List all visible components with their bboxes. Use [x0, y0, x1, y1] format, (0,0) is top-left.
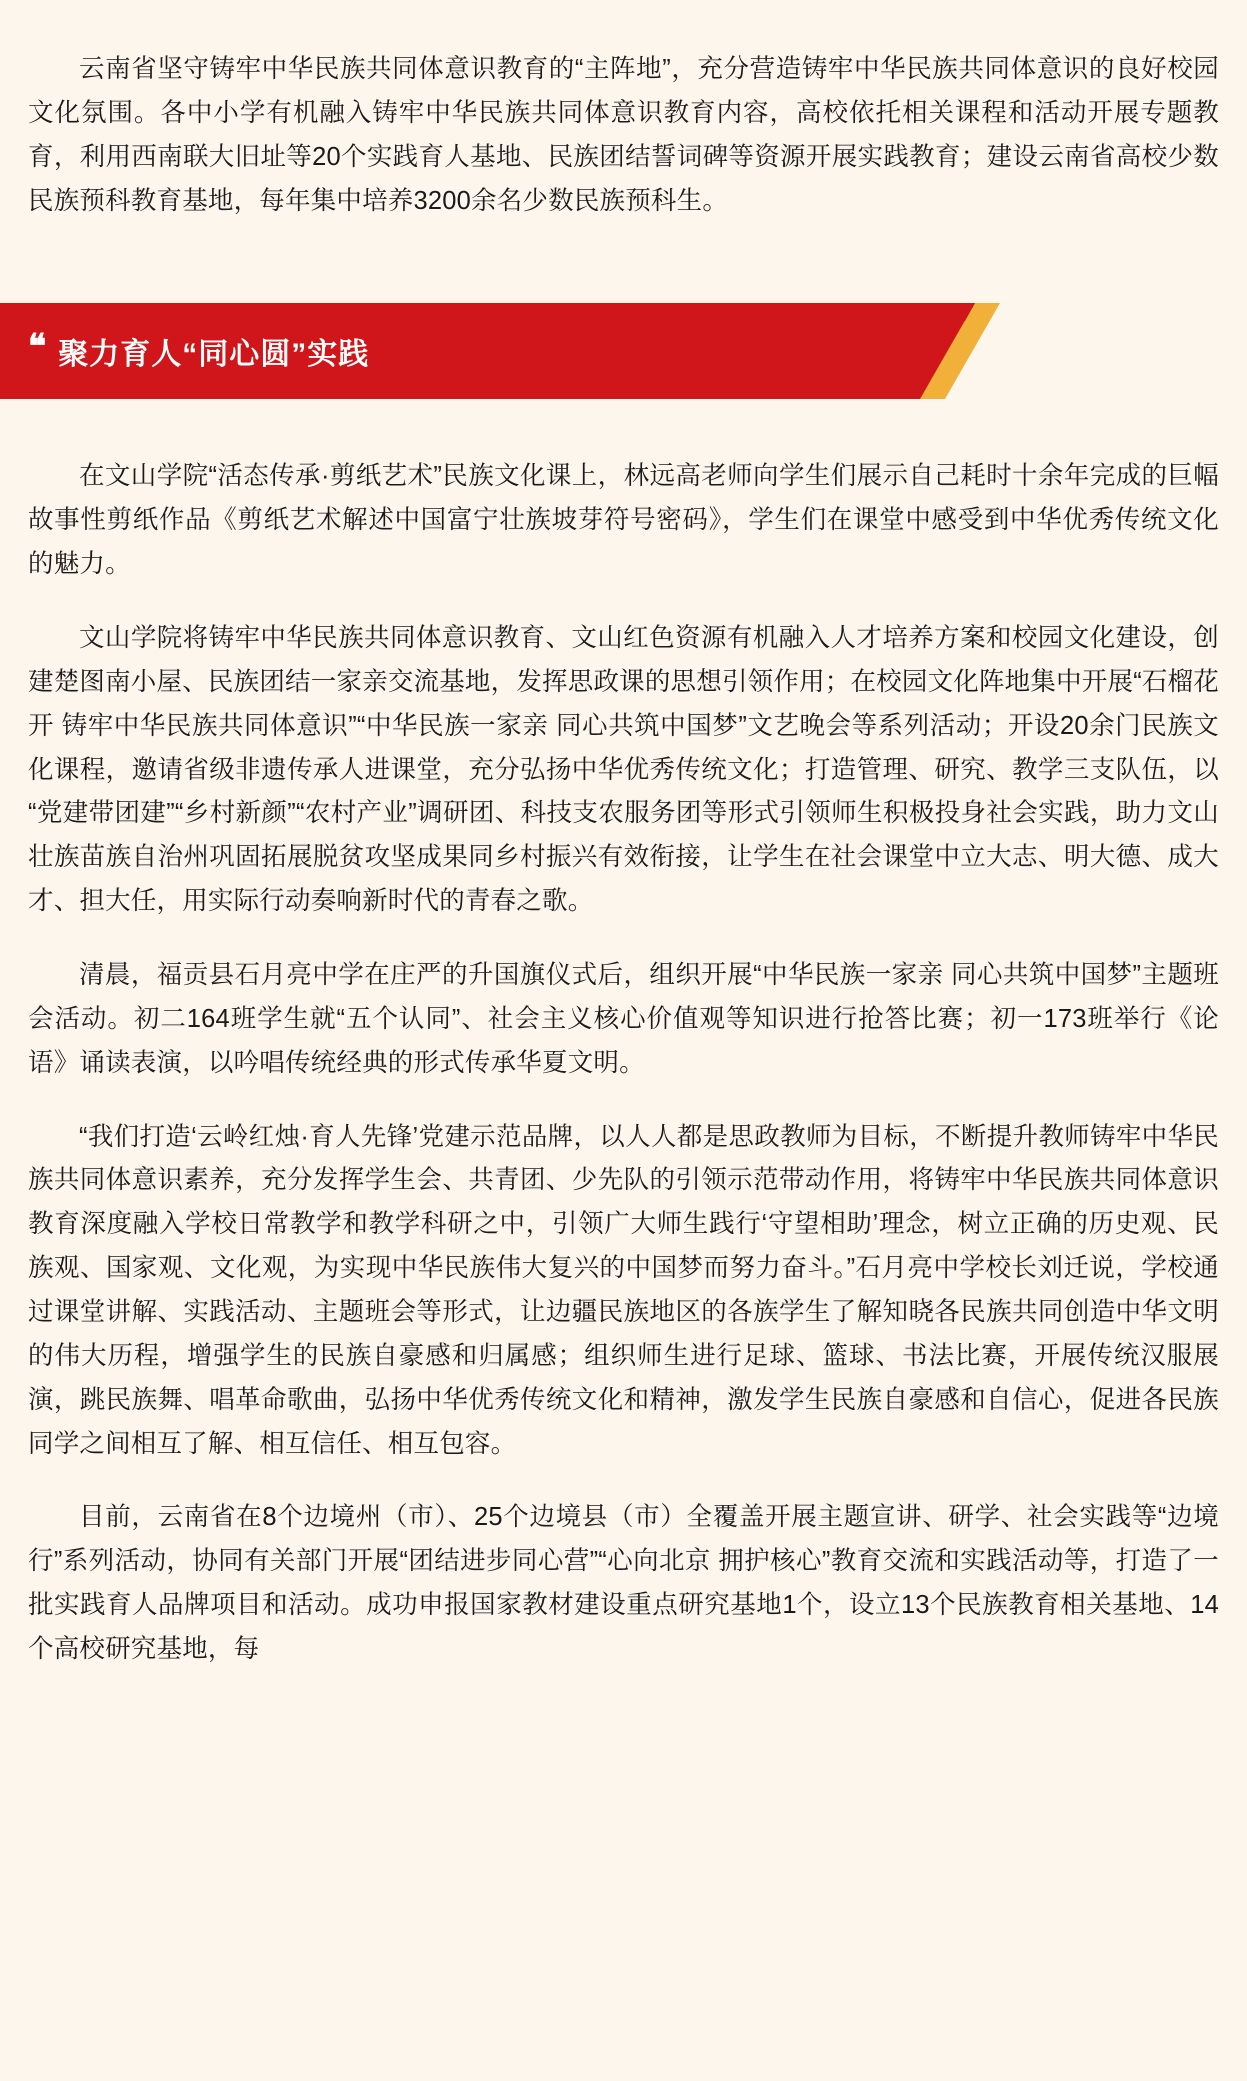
paragraph: “我们打造‘云岭红烛·育人先锋’党建示范品牌，以人人都是思政教师为目标，不断提升教师铸牢中华民族共同体意识素养，充分发挥学生会、共青团、少先队的引领示范带动作用，将铸牢中华民族共同体意识教育深度融入学校日常教学和教学科研之中，引领广大师生践行‘守望相助’理念，树立正确的历史观、民族观、国家观、文化观，为实现中华民族伟大复兴的中国梦而努力奋斗。”石月亮中学校长刘迁说，学校通过课堂讲解、实践活动、主题班会等形式，让边疆民族地区的各族学生了解知晓各民族共同创造中华文明的伟大历程，增强学生的民族自豪感和归属感；组织师生进行足球、篮球、书法比赛，开展传统汉服展演，跳民族舞、唱革命歌曲，弘扬中华优秀传统文化和精神，激发学生民族自豪感和自信心，促进各民族同学之间相互了解、相互信任、相互包容。: [28, 1122, 1219, 1458]
intro-section: [0, 0, 1247, 277]
section-title: 聚力育人“同心圆”实践: [58, 338, 370, 372]
paragraph: 文山学院将铸牢中华民族共同体意识教育、文山红色资源有机融入人才培养方案和校园文化建设，创建楚图南小屋、民族团结一家亲交流基地，发挥思政课的思想引领作用；在校园文化阵地集中开展“石榴花开 铸牢中华民族共同体意识”“中华民族一家亲 同心共筑中国梦”文艺晚会等系列活动；开设20余门民族文化课程，邀请省级非遗传承人进课堂，充分弘扬中华优秀传统文化；打造管理、研究、教学三支队伍，以“党建带团建”“乡村新颜”“农村产业”调研团、科技支农服务团等形式引领师生积极投身社会实践，助力文山壮族苗族自治州巩固拓展脱贫攻坚成果同乡村振兴有效衔接，让学生在社会课堂中立大志、明大德、成大才、担大任，用实际行动奏响新时代的青春之歌。: [28, 624, 1219, 916]
paragraph: 云南省坚守铸牢中华民族共同体意识教育的“主阵地”，充分营造铸牢中华民族共同体意识的良好校园文化氛围。各中小学有机融入铸牢中华民族共同体意识教育内容，高校依托相关课程和活动开展专题教育，利用西南联大旧址等20个实践育人基地、民族团结誓词碑等资源开展实践教育；建设云南省高校少数民族预科教育基地，每年集中培养3200余名少数民族预科生。: [28, 55, 1219, 215]
banner-content: [28, 303, 369, 399]
paragraph: 在文山学院“活态传承·剪纸艺术”民族文化课上，林远高老师向学生们展示自己耗时十余年完成的巨幅故事性剪纸作品《剪纸艺术解述中国富宁壮族坡芽符号密码》，学生们在课堂中感受到中华优秀传统文化的魅力。: [28, 462, 1219, 579]
banner-shape: [0, 303, 1247, 399]
body-section: [0, 425, 1247, 1711]
section-banner: [0, 303, 1247, 399]
paragraph: 目前，云南省在8个边境州（市）、25个边境县（市）全覆盖开展主题宣讲、研学、社会实践等“边境行”系列活动，协同有关部门开展“团结进步同心营”“心向北京 拥护核心”教育交流和实践活动等，打造了一批实践育人品牌项目和活动。成功申报国家教材建设重点研究基地1个，设立13个民族教育相关基地、14个高校研究基地，每: [28, 1503, 1219, 1664]
paragraph: 清晨，福贡县石月亮中学在庄严的升国旗仪式后，组织开展“中华民族一家亲 同心共筑中国梦”主题班会活动。初二164班学生就“五个认同”、社会主义核心价值观等知识进行抢答比赛；初一173班举行《论语》诵读表演，以吟唱传统经典的形式传承华夏文明。: [28, 961, 1219, 1077]
quote-mark-icon: ❝: [28, 329, 45, 367]
